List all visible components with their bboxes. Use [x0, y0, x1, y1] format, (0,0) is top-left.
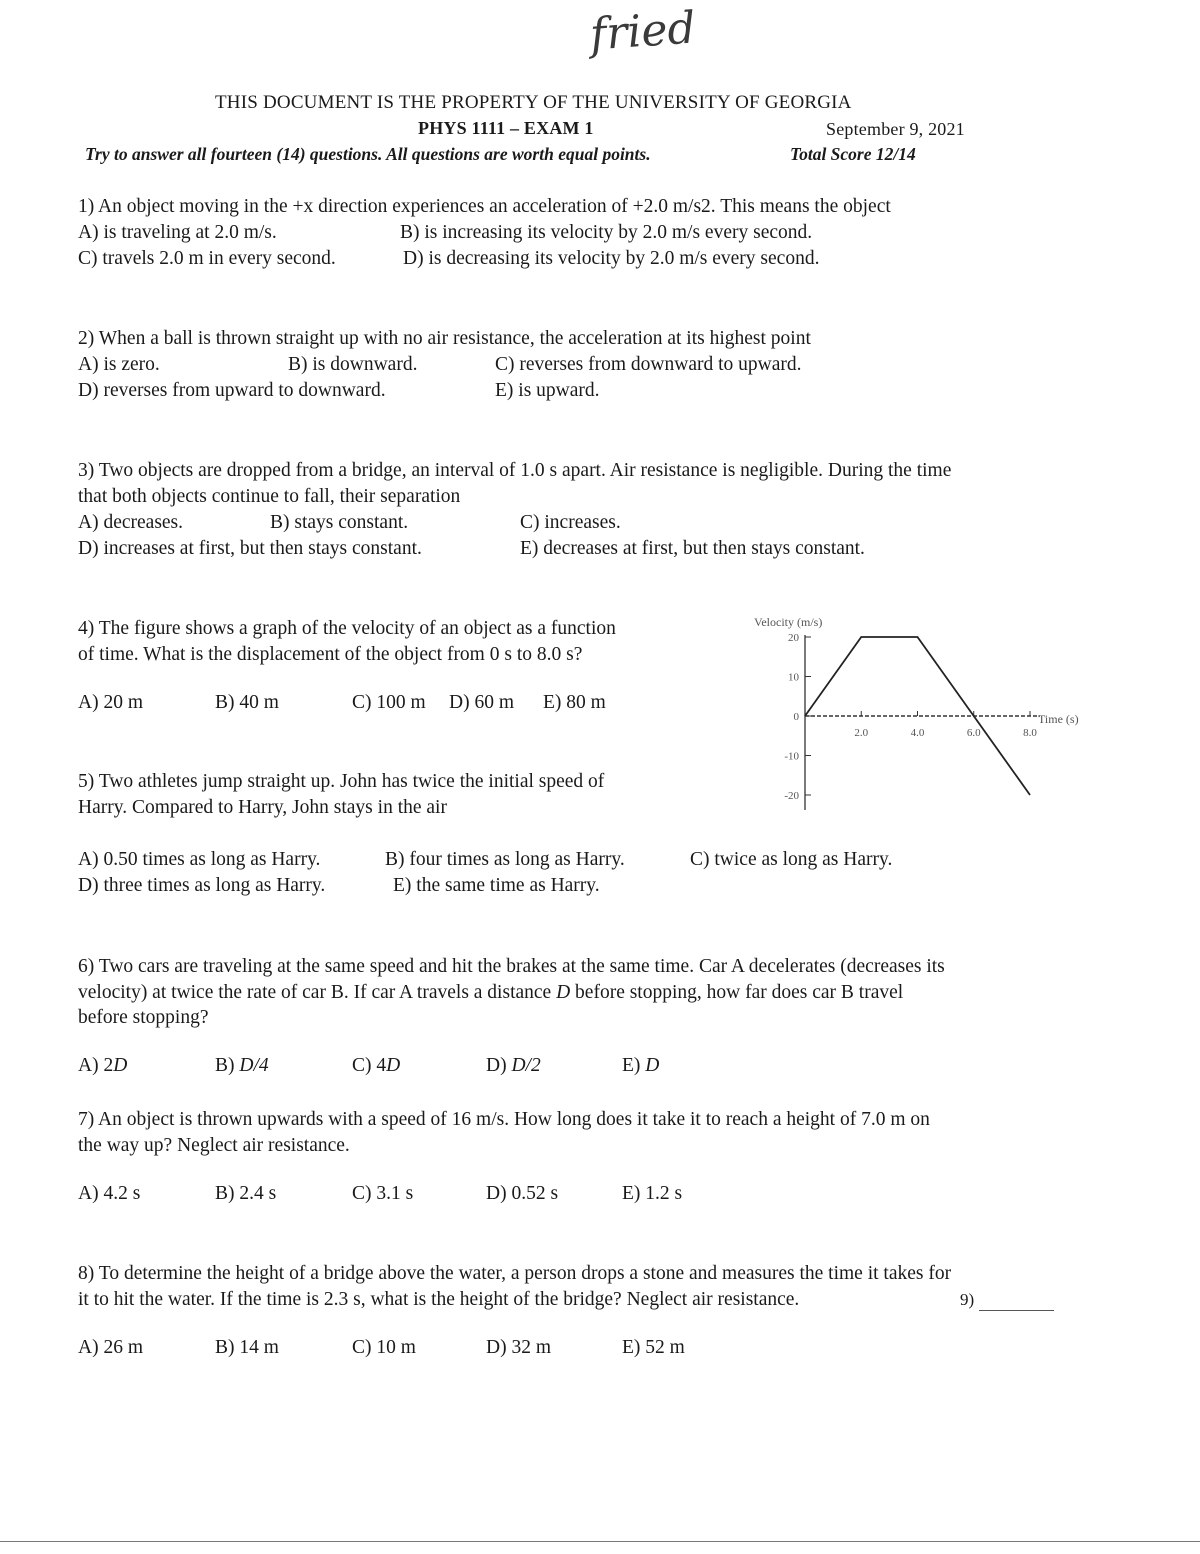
question-6-stem-line-3: before stopping?	[78, 1007, 209, 1028]
question-4-option-a[interactable]: A) 20 m	[78, 692, 143, 713]
option-e-variable: D	[645, 1055, 660, 1076]
question-1-option-b[interactable]: B) is increasing its velocity by 2.0 m/s every second.	[400, 222, 813, 243]
question-6-stem-line-2	[78, 982, 903, 1004]
question-8-option-d[interactable]: D) 32 m	[486, 1337, 551, 1358]
question-3-option-d[interactable]: D) increases at first, but then stays constant.	[78, 538, 422, 559]
question-3-option-b[interactable]: B) stays constant.	[270, 512, 409, 533]
y-tick-label: -10	[784, 750, 799, 763]
question-6-option-c[interactable]	[352, 1055, 400, 1077]
question-2-stem: 2) When a ball is thrown straight up with no air resistance, the acceleration at its highest point	[78, 328, 811, 349]
question-7-option-d[interactable]: D) 0.52 s	[486, 1183, 559, 1204]
question-7-stem-line-2: the way up? Neglect air resistance.	[78, 1135, 350, 1156]
page-bottom-rule	[0, 1541, 1200, 1542]
question-3-stem-line-2: that both objects continue to fall, their separation	[78, 486, 461, 507]
question-6-option-e[interactable]	[622, 1055, 659, 1077]
question-1-option-c[interactable]: C) travels 2.0 m in every second.	[78, 248, 336, 269]
option-e-prefix: E)	[622, 1055, 641, 1076]
question-6-option-b[interactable]	[215, 1055, 269, 1077]
option-b-prefix: B)	[215, 1055, 235, 1076]
option-a-variable: D	[113, 1055, 128, 1076]
question-8-stem-line-1: 8) To determine the height of a bridge above the water, a person drops a stone and measures the time it takes for	[78, 1263, 952, 1284]
answer-number-label: 9)	[960, 1290, 975, 1309]
velocity-time-graph	[740, 600, 1120, 825]
question-2-option-d[interactable]: D) reverses from upward to downward.	[78, 380, 386, 401]
question-6-variable-d: D	[556, 982, 571, 1003]
question-4-option-e[interactable]: E) 80 m	[543, 692, 606, 713]
total-score: Total Score 12/14	[790, 144, 916, 164]
y-tick-label: 20	[788, 632, 799, 644]
y-tick-label: -20	[784, 790, 799, 802]
question-7-option-b[interactable]: B) 2.4 s	[215, 1183, 277, 1204]
question-6-stem-line-2-tail: before stopping, how far does car B travel	[575, 982, 904, 1003]
question-8-option-b[interactable]: B) 14 m	[215, 1337, 279, 1358]
question-5-option-c[interactable]: C) twice as long as Harry.	[690, 849, 893, 870]
question-6-stem-line-2-text: velocity) at twice the rate of car B. If car A travels a distance	[78, 982, 552, 1003]
question-5-option-d[interactable]: D) three times as long as Harry.	[78, 875, 326, 896]
question-5-option-b[interactable]: B) four times as long as Harry.	[385, 849, 625, 870]
question-7-option-c[interactable]: C) 3.1 s	[352, 1183, 414, 1204]
y-tick-label: 10	[788, 671, 799, 684]
option-b-variable: D/4	[239, 1055, 269, 1076]
question-4-stem-line-1: 4) The figure shows a graph of the velocity of an object as a function	[78, 618, 616, 639]
question-5-option-a[interactable]: A) 0.50 times as long as Harry.	[78, 849, 321, 870]
question-4-option-c[interactable]: C) 100 m	[352, 692, 426, 713]
exam-instructions: Try to answer all fourteen (14) questions. All questions are worth equal points.	[85, 144, 651, 164]
question-7-option-e[interactable]: E) 1.2 s	[622, 1183, 683, 1204]
option-d-variable: D/2	[511, 1055, 541, 1076]
question-4-option-d[interactable]: D) 60 m	[449, 692, 514, 713]
question-3-option-c[interactable]: C) increases.	[520, 512, 621, 533]
question-6-option-d[interactable]	[486, 1055, 541, 1077]
question-5-stem-line-1: 5) Two athletes jump straight up. John has twice the initial speed of	[78, 771, 605, 792]
question-2-option-a[interactable]: A) is zero.	[78, 354, 160, 375]
question-3-option-e[interactable]: E) decreases at first, but then stays constant.	[520, 538, 865, 559]
answer-line[interactable]	[979, 1292, 1054, 1311]
y-tick-label: 0	[793, 711, 799, 723]
option-c-prefix: C) 4	[352, 1055, 387, 1076]
question-5-stem-line-2: Harry. Compared to Harry, John stays in the air	[78, 797, 447, 818]
question-6-option-a[interactable]	[78, 1055, 127, 1077]
question-8-option-c[interactable]: C) 10 m	[352, 1337, 416, 1358]
y-axis-label: Velocity (m/s)	[754, 615, 823, 629]
question-2-option-b[interactable]: B) is downward.	[288, 354, 418, 375]
question-1-option-a[interactable]: A) is traveling at 2.0 m/s.	[78, 222, 277, 243]
question-7-option-a[interactable]: A) 4.2 s	[78, 1183, 141, 1204]
question-4-stem-line-2: of time. What is the displacement of the object from 0 s to 8.0 s?	[78, 644, 583, 665]
property-notice: THIS DOCUMENT IS THE PROPERTY OF THE UNIVERSITY OF GEORGIA	[215, 92, 852, 113]
exam-title: PHYS 1111 – EXAM 1	[418, 118, 594, 138]
question-3-option-a[interactable]: A) decreases.	[78, 512, 184, 533]
x-tick-label: 8.0	[1023, 727, 1037, 739]
question-4-option-b[interactable]: B) 40 m	[215, 692, 279, 713]
x-axis-label: Time (s)	[1038, 712, 1079, 726]
question-7-stem-line-1: 7) An object is thrown upwards with a speed of 16 m/s. How long does it take it to reach a height of 7.0 m on	[78, 1109, 930, 1130]
option-d-prefix: D)	[486, 1055, 507, 1076]
x-tick-label: 2.0	[854, 727, 869, 739]
question-6-stem-line-1: 6) Two cars are traveling at the same speed and hit the brakes at the same time. Car A decelerates (decreases its	[78, 956, 945, 977]
x-tick-label: 6.0	[966, 727, 981, 739]
question-8-option-a[interactable]: A) 26 m	[78, 1337, 143, 1358]
option-c-variable: D	[386, 1055, 401, 1076]
question-1-stem: 1) An object moving in the +x direction experiences an acceleration of +2.0 m/s2. This means the object	[78, 196, 891, 217]
question-8-stem-line-2: it to hit the water. If the time is 2.3 s, what is the height of the bridge? Neglect air resistance.	[78, 1289, 800, 1310]
option-a-prefix: A) 2	[78, 1055, 114, 1076]
question-2-option-e[interactable]: E) is upward.	[495, 380, 600, 401]
question-2-option-c[interactable]: C) reverses from downward to upward.	[495, 354, 802, 375]
x-tick-label: 4.0	[910, 727, 925, 739]
question-5-option-e[interactable]: E) the same time as Harry.	[393, 875, 600, 896]
question-8-option-e[interactable]: E) 52 m	[622, 1337, 685, 1358]
exam-date: September 9, 2021	[826, 119, 965, 139]
question-3-stem-line-1: 3) Two objects are dropped from a bridge, an interval of 1.0 s apart. Air resistance is negligible. During the time	[78, 460, 952, 481]
question-1-option-d[interactable]: D) is decreasing its velocity by 2.0 m/s every second.	[403, 248, 820, 269]
handwritten-name: fried	[588, 2, 698, 61]
question-8-answer-blank[interactable]	[960, 1289, 1054, 1311]
